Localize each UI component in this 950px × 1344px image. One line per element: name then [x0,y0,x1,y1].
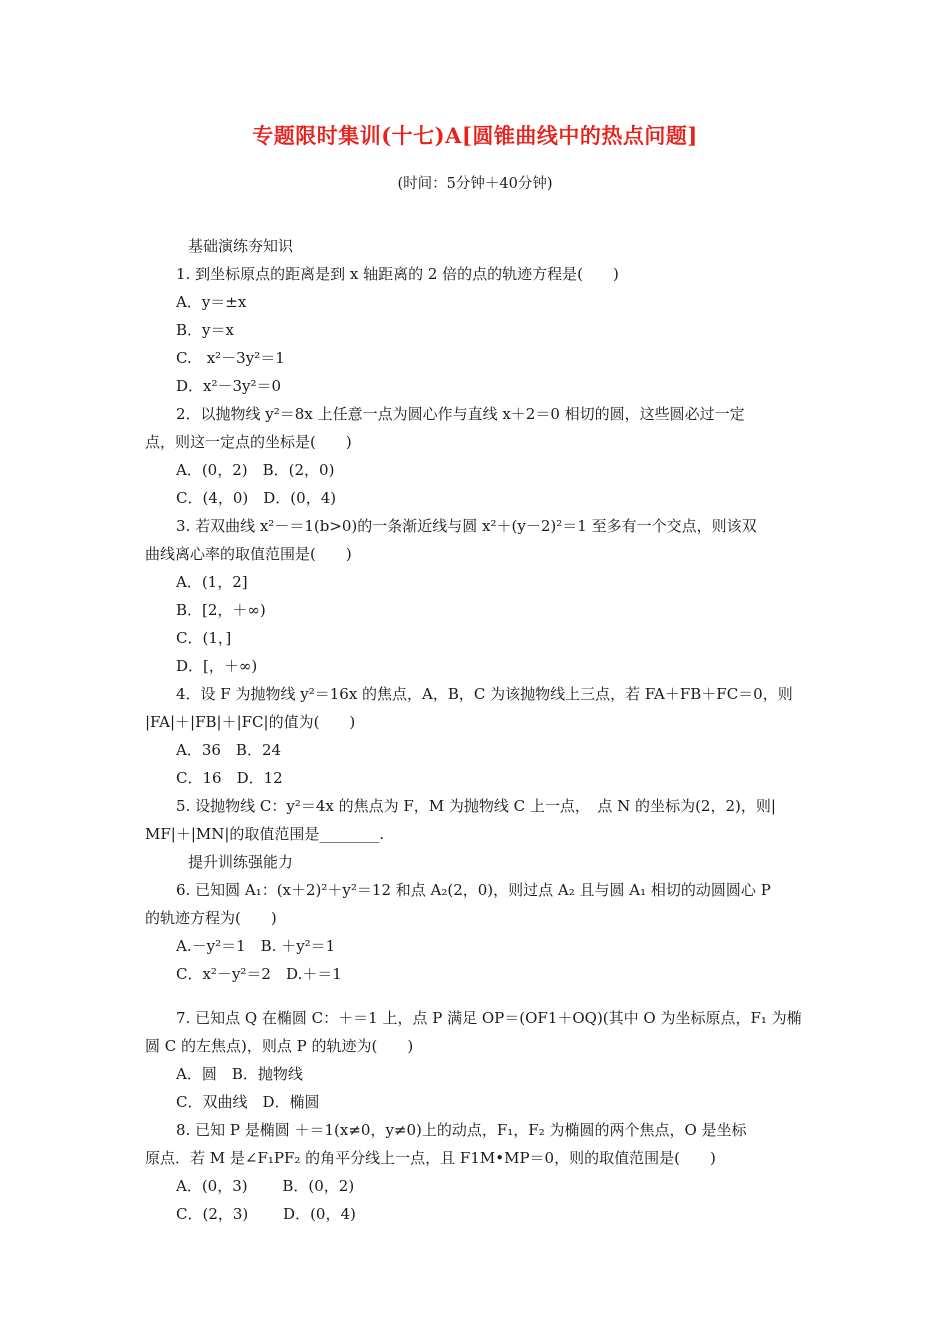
question-8-options-ab: A．(0，3) B．(0，2) [176,1177,355,1195]
question-1-option-a: A．y＝±x [176,293,247,311]
section-heading-basic: 基础演练夯知识 [188,237,294,255]
question-4-options-cd: C．16 D．12 [176,769,283,787]
question-1-option-c: C. x²－3y²＝1 [176,349,285,367]
question-3-option-d: D．[，＋∞) [176,657,258,675]
question-8-stem: 8. 已知 P 是椭圆 ＋＝1(x≠0，y≠0)上的动点，F₁，F₂ 为椭圆的两个焦点，O 是坐标 [176,1121,747,1139]
question-6-options-ab: A.－y²＝1 B. ＋y²＝1 [176,937,336,955]
question-7-stem: 7. 已知点 Q 在椭圆 C：＋＝1 上，点 P 满足 OP＝(OF1＋OQ)(其中 O 为坐标原点，F₁ 为椭 [176,1009,802,1027]
question-7-options-cd: C．双曲线 D．椭圆 [176,1093,320,1111]
question-5-stem-cont: MF|＋|MN|的取值范围是________. [145,825,385,843]
question-2-options-ab: A．(0，2) B．(2，0) [176,461,335,479]
question-3-stem-cont: 曲线离心率的取值范围是( ) [145,545,352,563]
time-limit: (时间：5分钟＋40分钟) [397,176,553,192]
question-4-options-ab: A．36 B．24 [176,741,282,759]
question-2-stem: 2．以抛物线 y²＝8x 上任意一点为圆心作与直线 x＋2＝0 相切的圆，这些圆必过一定 [176,405,745,423]
page-title: 专题限时集训(十七)A[圆锥曲线中的热点问题] [252,123,698,148]
question-1-option-d: D．x²－3y²＝0 [176,377,282,395]
question-1-stem: 1. 到坐标原点的距离是到 x 轴距离的 2 倍的点的轨迹方程是( ) [176,265,619,283]
question-8-options-cd: C．(2，3) D．(0，4) [176,1205,356,1223]
question-7-options-ab: A．圆 B．抛物线 [176,1065,303,1083]
question-4-stem: 4．设 F 为抛物线 y²＝16x 的焦点，A，B，C 为该抛物线上三点，若 FA＋FB＋FC＝0，则 [176,685,793,703]
question-2-options-cd: C．(4，0) D．(0，4) [176,489,337,507]
question-3-stem: 3. 若双曲线 x²－＝1(b>0)的一条渐近线与圆 x²＋(y－2)²＝1 至多有一个交点，则该双 [176,517,757,535]
question-1-option-b: B．y＝x [176,321,234,339]
question-6-stem-cont: 的轨迹方程为( ) [145,909,277,927]
question-7-stem-cont: 圆 C 的左焦点)，则点 P 的轨迹为( ) [145,1037,414,1055]
question-3-option-b: B．[2，＋∞) [176,601,266,619]
question-8-stem-cont: 原点．若 M 是∠F₁PF₂ 的角平分线上一点，且 F1M•MP＝0，则的取值范围是( ) [145,1149,716,1167]
section-heading-advanced: 提升训练强能力 [188,853,294,871]
question-6-stem: 6. 已知圆 A₁：(x＋2)²＋y²＝12 和点 A₂(2，0)，则过点 A₂ 且与圆 A₁ 相切的动圆圆心 P [176,881,771,899]
question-5-stem: 5. 设抛物线 C：y²＝4x 的焦点为 F，M 为抛物线 C 上一点， 点 N 的坐标为(2，2)，则| [176,797,776,815]
question-2-stem-cont: 点，则这一定点的坐标是( ) [145,433,352,451]
question-3-option-c: C．(1，] [176,629,232,647]
question-4-stem-cont: |FA|＋|FB|＋|FC|的值为( ) [145,713,356,731]
question-3-option-a: A．(1，2] [176,573,248,591]
question-6-options-cd: C．x²－y²＝2 D.＋＝1 [176,965,342,983]
